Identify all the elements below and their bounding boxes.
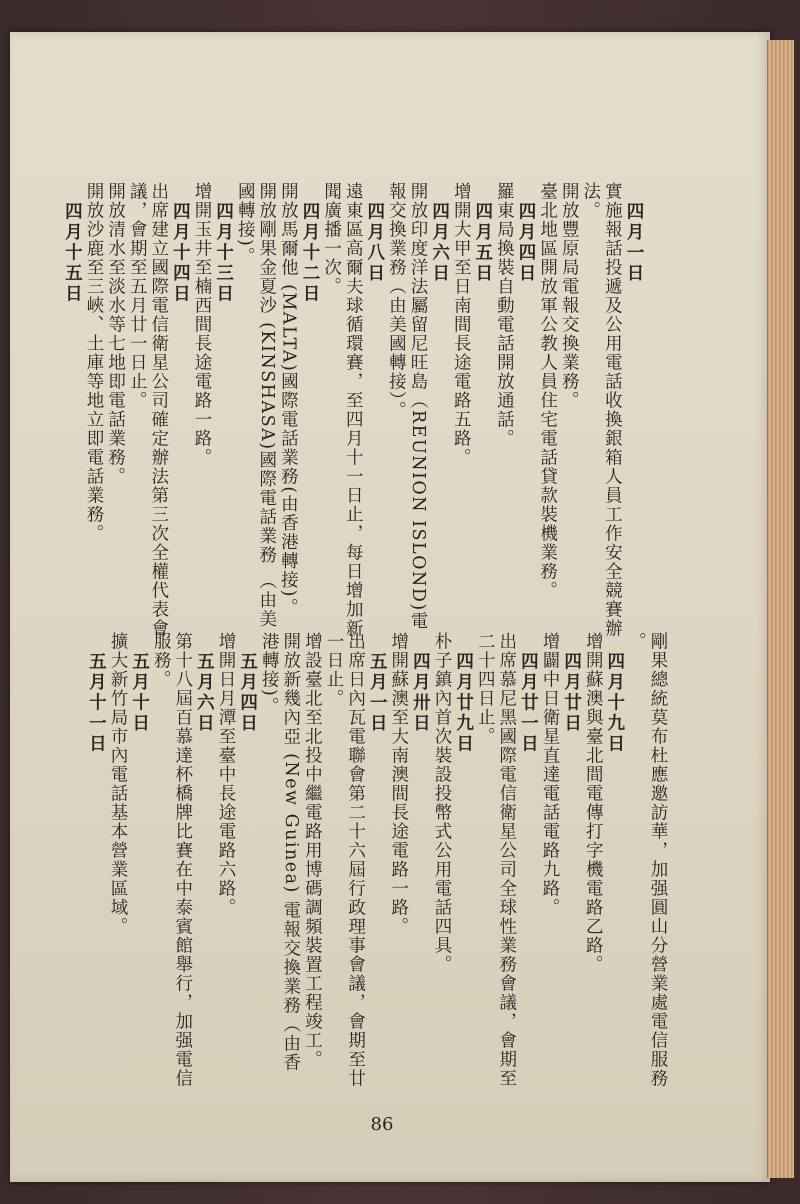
- entry-text: 朴子鎮內首次裝設投幣式公用電話四具。: [432, 632, 452, 974]
- entry-date: 四月五日: [472, 202, 493, 284]
- entry-date: 四月十二日: [300, 202, 320, 305]
- entry-text: 國轉接)。: [235, 182, 256, 267]
- entry-text: 增開大甲至日南間長途電路五路。: [451, 182, 472, 467]
- entry-text: 剛果總統莫布杜應邀訪華，加强圓山分營業處電信服務: [648, 632, 668, 1088]
- entry-date: 四月十五日: [62, 202, 83, 305]
- entry-text: 法。: [580, 182, 601, 220]
- entry-text: 出席日內瓦電聯會第二十六屆行政理事會議，會期至廿: [345, 632, 366, 1088]
- entry-text: 開放豐原局電報交換業務。: [559, 182, 580, 410]
- entry-date: 四月八日: [364, 202, 385, 284]
- entry-date: 四月十三日: [213, 202, 234, 305]
- entry-text: 出席慕尼黑國際電信衛星公司全球性業務會議，會期至: [496, 632, 517, 1088]
- entry-date: 四月一日: [624, 202, 644, 284]
- entry-date: 五月四日: [237, 652, 258, 734]
- entry-date: 四月四日: [516, 202, 536, 284]
- entry-text: 開放印度洋法屬留尼旺島（REUNION ISLOND)電: [408, 182, 428, 631]
- entry-text: 第十八屆百慕達杯橋牌比賽在中泰賓館舉行，加强電信: [172, 632, 193, 1088]
- entry-text: 增開蘇澳至大南澳間長途電路一路。: [388, 632, 409, 936]
- page-number: 86: [370, 1114, 394, 1135]
- entry-text: 報交換業務（由美國轉接）。: [386, 182, 407, 421]
- entry-date: 五月一日: [367, 652, 388, 734]
- entry-date: 五月十日: [129, 652, 150, 734]
- page-edges: [767, 40, 794, 1178]
- entry-text: 聞廣播一次。: [321, 182, 342, 296]
- entry-date: 四月卅日: [410, 652, 431, 734]
- entry-text: 增開蘇澳與臺北間電傳打字機電路乙路。: [583, 632, 604, 974]
- entry-date: 四月廿九日: [453, 652, 474, 755]
- entry-text: 港轉接)。: [259, 632, 280, 717]
- entry-date: 四月六日: [429, 202, 450, 284]
- entry-text: 開放剛果金夏沙 (KINSHASA)國際電話業務 （由美: [256, 182, 277, 629]
- entry-text: 出席建立國際電信衛星公司確定辦法第三次全權代表會: [148, 182, 169, 638]
- entry-text: 服務。: [151, 632, 172, 689]
- entry-text: 增設臺北至北投中繼電路用博碼調頻裝置工程竣工。: [302, 632, 323, 1069]
- entry-text: 開放清水至淡水等七地即電話業務。: [105, 182, 126, 486]
- entry-date: 五月十一日: [86, 652, 107, 755]
- entry-text: 羅東局換裝自動電話開放通話。: [494, 182, 515, 448]
- entry-text: 臺北地區開放軍公教人員住宅電話貸款裝機業務。: [537, 182, 558, 600]
- entry-text: 遠東區高爾夫球循環賽，至四月十一日止，每日增加新: [343, 182, 364, 638]
- upper-text-block: [10, 182, 770, 652]
- lower-text-block: [10, 632, 770, 1102]
- entry-date: 四月十九日: [604, 652, 625, 755]
- entry-text: 增開玉井至楠西間長途電路一路。: [192, 182, 212, 467]
- entry-text: 實施報話投遞及公用電話收換銀箱人員工作安全競賽辦: [602, 182, 623, 638]
- entry-text: 開放馬爾他 (MALTA)國際電話業務(由香港轉接)。: [278, 182, 299, 617]
- entry-date: 五月六日: [194, 652, 215, 734]
- entry-text: 。: [626, 632, 647, 651]
- entry-date: 四月十四日: [170, 202, 191, 305]
- entry-text: 議，會期至五月廿一日止。: [127, 182, 148, 410]
- entry-text: 增闢中日衛星直達電話電路九路。: [540, 632, 560, 917]
- entry-text: 擴大新竹局市內電話基本營業區域。: [108, 632, 128, 936]
- entry-text: 增開日月潭至臺中長途電路六路。: [216, 632, 236, 917]
- book-page: [10, 32, 770, 1182]
- entry-text: 開放新幾內亞 (New Guinea) 電報交換業務（由香: [280, 632, 301, 1072]
- entry-text: 二十四日止。: [475, 632, 496, 746]
- entry-date: 四月廿日: [561, 652, 582, 734]
- entry-text: 一日止。: [324, 632, 344, 708]
- entry-date: 四月廿一日: [518, 652, 539, 755]
- entry-text: 開放沙鹿至三峽、土庫等地立即電話業務。: [84, 182, 104, 543]
